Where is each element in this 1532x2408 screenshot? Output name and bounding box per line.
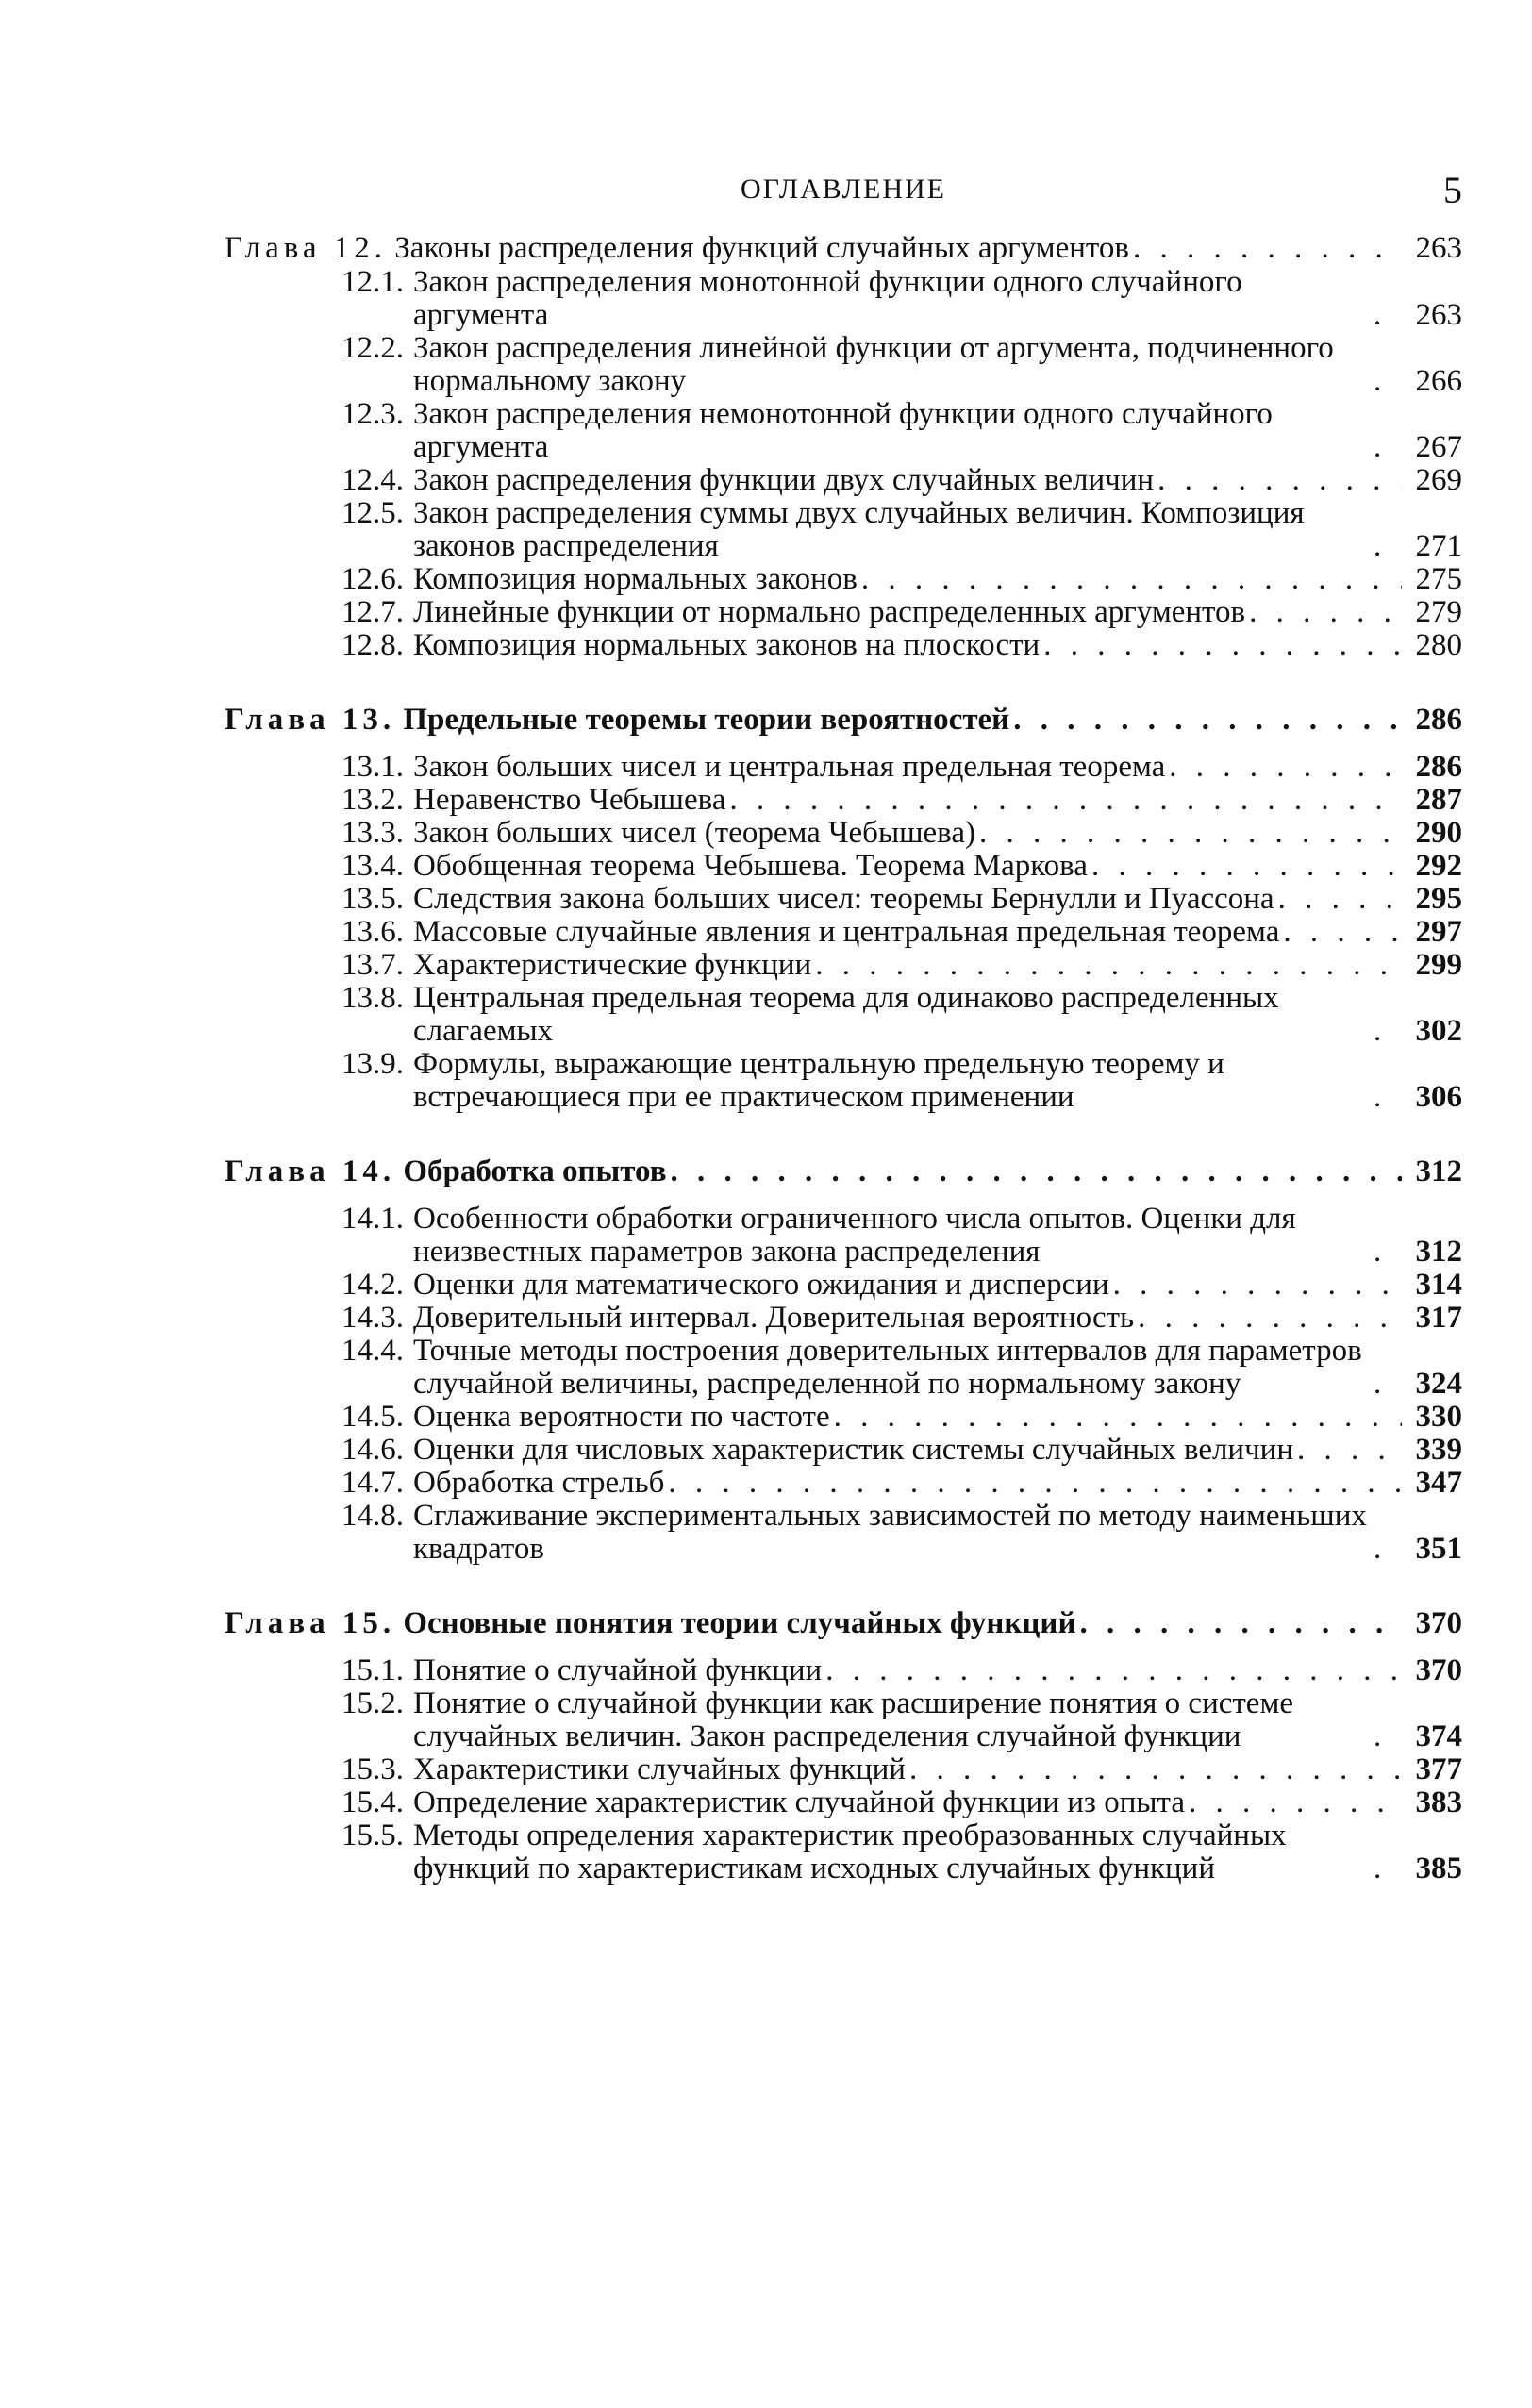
section-number: 12.6. xyxy=(341,562,404,596)
section-number: 14.5. xyxy=(341,1400,404,1434)
section-page: 317 xyxy=(1415,1301,1462,1335)
toc-entry[interactable] xyxy=(225,1302,1462,1335)
section-title: Оценки для математического ожидания и дисперсии xyxy=(413,1268,1109,1302)
dot-leader xyxy=(1009,702,1402,738)
dot-leader xyxy=(1165,751,1402,784)
dot-leader xyxy=(1370,1720,1402,1753)
section-number: 13.2. xyxy=(341,783,404,817)
section-body xyxy=(413,563,1462,596)
section-page: 287 xyxy=(1415,783,1462,817)
section-title: Обработка стрельб xyxy=(413,1466,665,1500)
toc-entry[interactable] xyxy=(225,817,1462,850)
section-body xyxy=(413,751,1462,784)
section-body xyxy=(413,949,1462,982)
dot-leader xyxy=(830,1401,1402,1434)
section-body xyxy=(413,784,1462,817)
chapter-block xyxy=(225,1154,1462,1566)
chapter-title: Обработка опытов xyxy=(403,1154,667,1188)
chapter-heading[interactable] xyxy=(225,1605,1462,1641)
section-number: 14.1. xyxy=(341,1202,404,1236)
section-page: 347 xyxy=(1415,1466,1462,1500)
section-page: 297 xyxy=(1415,915,1462,949)
toc-entry[interactable] xyxy=(225,1819,1462,1885)
chapter-block xyxy=(225,230,1462,662)
section-page: 267 xyxy=(1415,430,1462,464)
section-title: Формулы, выражающие центральную предельную теорему и встречающиеся при ее практическом применении xyxy=(413,1047,1224,1114)
section-page: 385 xyxy=(1415,1852,1462,1885)
toc-entry[interactable] xyxy=(225,497,1462,563)
toc-entry[interactable] xyxy=(225,1687,1462,1753)
section-title: Особенности обработки ограниченного числа опытов. Оценки для неизвестных параметров закона распределения xyxy=(413,1202,1296,1269)
toc-entry[interactable] xyxy=(225,751,1462,784)
section-title: Оценка вероятности по частоте xyxy=(413,1400,830,1434)
toc-entry[interactable] xyxy=(225,949,1462,982)
section-page: 263 xyxy=(1415,298,1462,332)
toc-entry[interactable] xyxy=(225,850,1462,883)
section-page: 306 xyxy=(1415,1080,1462,1114)
section-number: 12.5. xyxy=(341,496,404,530)
section-page: 330 xyxy=(1415,1400,1462,1434)
dot-leader xyxy=(1185,1786,1402,1819)
dot-leader xyxy=(1370,1533,1402,1566)
section-page: 295 xyxy=(1415,882,1462,916)
chapter-label: Глава 12. xyxy=(225,231,388,265)
dot-leader xyxy=(1040,629,1402,662)
section-number: 15.3. xyxy=(341,1752,404,1786)
section-title: Закон распределения суммы двух случайных величин. Композиция законов распределения xyxy=(413,496,1305,563)
dot-leader xyxy=(1279,916,1402,949)
section-title: Оценки для числовых характеристик системы случайных величин xyxy=(413,1433,1294,1467)
toc-entry[interactable] xyxy=(225,916,1462,949)
section-number: 13.7. xyxy=(341,948,404,982)
page-header xyxy=(225,168,1462,215)
section-body xyxy=(413,596,1462,629)
dot-leader xyxy=(1274,883,1402,916)
section-page: 302 xyxy=(1415,1014,1462,1048)
section-page: 314 xyxy=(1415,1268,1462,1302)
section-body xyxy=(413,817,1462,850)
section-number: 13.8. xyxy=(341,981,404,1015)
section-title: Центральная предельная теорема для одинаково распределенных слагаемых xyxy=(413,981,1279,1048)
chapter-heading[interactable] xyxy=(225,702,1462,738)
section-page: 286 xyxy=(1415,750,1462,784)
section-title: Неравенство Чебышева xyxy=(413,783,726,817)
spacer xyxy=(225,1189,1462,1203)
toc-entry[interactable] xyxy=(225,629,1462,662)
toc-entry[interactable] xyxy=(225,1335,1462,1401)
chapter-title: Предельные теоремы теории вероятностей xyxy=(403,703,1010,737)
chapter-label: Глава 15. xyxy=(225,1606,396,1640)
section-page: 299 xyxy=(1415,948,1462,982)
section-title: Композиция нормальных законов xyxy=(413,562,858,596)
spacer xyxy=(225,1641,1462,1654)
section-page: 377 xyxy=(1415,1752,1462,1786)
section-page: 266 xyxy=(1415,364,1462,398)
dot-leader xyxy=(1370,365,1402,398)
section-title: Точные методы построения доверительных интервалов для параметров случайной величины, распределенной по нормальному закону xyxy=(413,1334,1362,1401)
section-number: 14.4. xyxy=(341,1334,404,1368)
section-number: 15.2. xyxy=(341,1686,404,1720)
section-number: 13.3. xyxy=(341,816,404,850)
toc-entry[interactable] xyxy=(225,398,1462,464)
section-body xyxy=(413,916,1462,949)
section-title: Закон распределения линейной функции от аргумента, подчиненного нормальному закону xyxy=(413,331,1334,398)
section-body xyxy=(413,629,1462,662)
section-title: Определение характеристик случайной функции из опыта xyxy=(413,1785,1185,1819)
dot-leader xyxy=(1370,530,1402,563)
section-page: 292 xyxy=(1415,849,1462,883)
section-page: 351 xyxy=(1415,1532,1462,1566)
chapter-heading[interactable] xyxy=(225,1154,1462,1189)
dot-leader xyxy=(1088,850,1402,883)
section-title: Закон больших чисел (теорема Чебышева) xyxy=(413,816,975,850)
section-page: 374 xyxy=(1415,1719,1462,1753)
section-title: Понятие о случайной функции xyxy=(413,1653,823,1687)
section-page: 290 xyxy=(1415,816,1462,850)
section-page: 279 xyxy=(1415,595,1462,629)
section-number: 12.4. xyxy=(341,463,404,497)
toc-entry[interactable] xyxy=(225,1786,1462,1819)
chapter-page: 286 xyxy=(1415,703,1462,737)
section-body xyxy=(413,1819,1462,1885)
section-number: 12.8. xyxy=(341,628,404,662)
section-body xyxy=(413,982,1462,1048)
table-of-contents xyxy=(225,230,1462,1885)
section-number: 14.8. xyxy=(341,1499,404,1533)
chapter-heading[interactable] xyxy=(225,230,1462,266)
dot-leader xyxy=(811,949,1402,982)
section-body xyxy=(413,266,1462,332)
section-title: Закон распределения немонотонной функции одного случайного аргумента xyxy=(413,397,1273,464)
section-title: Сглаживание экспериментальных зависимостей по методу наименьших квадратов xyxy=(413,1499,1367,1566)
toc-entry[interactable] xyxy=(225,883,1462,916)
section-number: 13.6. xyxy=(341,915,404,949)
section-title: Понятие о случайной функции как расширение понятия о системе случайных величин. Закон распределения случайной функции xyxy=(413,1686,1293,1753)
dot-leader xyxy=(1129,230,1402,266)
section-number: 12.7. xyxy=(341,595,404,629)
section-body xyxy=(413,1753,1462,1786)
toc-entry[interactable] xyxy=(225,266,1462,332)
section-page: 370 xyxy=(1415,1653,1462,1687)
section-number: 13.1. xyxy=(341,750,404,784)
chapter-title: Основные понятия теории случайных функций xyxy=(403,1606,1076,1640)
section-page: 312 xyxy=(1415,1235,1462,1269)
section-body xyxy=(413,1654,1462,1687)
section-title: Методы определения характеристик преобразованных случайных функций по характеристикам исходных случайных функций xyxy=(413,1818,1287,1885)
section-page: 271 xyxy=(1415,529,1462,563)
section-body xyxy=(413,332,1462,398)
section-number: 14.3. xyxy=(341,1301,404,1335)
section-body xyxy=(413,1467,1462,1500)
section-body xyxy=(413,1335,1462,1401)
section-number: 14.2. xyxy=(341,1268,404,1302)
section-body xyxy=(413,883,1462,916)
running-title: ОГЛАВЛЕНИЕ xyxy=(741,174,946,205)
section-body xyxy=(413,1500,1462,1566)
section-body xyxy=(413,1302,1462,1335)
toc-entry[interactable] xyxy=(225,1203,1462,1269)
section-title: Закон распределения функции двух случайных величин xyxy=(413,463,1155,497)
dot-leader xyxy=(667,1154,1402,1189)
section-title: Доверительный интервал. Доверительная вероятность xyxy=(413,1301,1135,1335)
section-page: 275 xyxy=(1415,562,1462,596)
section-number: 14.7. xyxy=(341,1466,404,1500)
dot-leader xyxy=(1109,1269,1402,1302)
section-body xyxy=(413,1048,1462,1114)
toc-entry[interactable] xyxy=(225,982,1462,1048)
section-number: 14.6. xyxy=(341,1433,404,1467)
section-body xyxy=(413,1269,1462,1302)
dot-leader xyxy=(1245,596,1402,629)
section-number: 15.1. xyxy=(341,1653,404,1687)
section-number: 12.1. xyxy=(341,265,404,299)
section-title: Массовые случайные явления и центральная предельная теорема xyxy=(413,915,1280,949)
dot-leader xyxy=(1370,299,1402,332)
dot-leader xyxy=(858,563,1402,596)
dot-leader xyxy=(725,784,1402,817)
toc-entry[interactable] xyxy=(225,1434,1462,1467)
section-page: 269 xyxy=(1415,463,1462,497)
chapter-label: Глава 13. xyxy=(225,703,396,737)
spacer xyxy=(225,738,1462,751)
toc-entry[interactable] xyxy=(225,1467,1462,1500)
section-number: 13.5. xyxy=(341,882,404,916)
toc-entry[interactable] xyxy=(225,1269,1462,1302)
toc-entry[interactable] xyxy=(225,1048,1462,1114)
toc-entry[interactable] xyxy=(225,563,1462,596)
toc-entry[interactable] xyxy=(225,332,1462,398)
dot-leader xyxy=(1370,1368,1402,1401)
page-number: 5 xyxy=(1443,169,1462,211)
chapter-page: 370 xyxy=(1415,1606,1462,1640)
dot-leader xyxy=(1134,1302,1402,1335)
section-number: 12.2. xyxy=(341,331,404,365)
section-number: 13.9. xyxy=(341,1047,404,1081)
dot-leader xyxy=(664,1467,1402,1500)
section-title: Характеристики случайных функций xyxy=(413,1752,906,1786)
section-title: Обобщенная теорема Чебышева. Теорема Маркова xyxy=(413,849,1088,883)
dot-leader xyxy=(1154,464,1402,497)
toc-entry[interactable] xyxy=(225,464,1462,497)
section-body xyxy=(413,464,1462,497)
section-body xyxy=(413,398,1462,464)
dot-leader xyxy=(906,1753,1402,1786)
section-number: 15.5. xyxy=(341,1818,404,1852)
section-number: 12.3. xyxy=(341,397,404,431)
section-body xyxy=(413,1203,1462,1269)
dot-leader xyxy=(975,817,1402,850)
dot-leader xyxy=(1370,431,1402,464)
section-number: 13.4. xyxy=(341,849,404,883)
dot-leader xyxy=(822,1654,1402,1687)
toc-entry[interactable] xyxy=(225,1654,1462,1687)
section-body xyxy=(413,1401,1462,1434)
section-page: 339 xyxy=(1415,1433,1462,1467)
chapter-block xyxy=(225,1605,1462,1885)
toc-entry[interactable] xyxy=(225,596,1462,629)
section-title: Закон больших чисел и центральная предельная теорема xyxy=(413,750,1166,784)
section-body xyxy=(413,1434,1462,1467)
section-title: Следствия закона больших чисел: теоремы Бернулли и Пуассона xyxy=(413,882,1274,916)
toc-entry[interactable] xyxy=(225,1753,1462,1786)
section-title: Композиция нормальных законов на плоскости xyxy=(413,628,1041,662)
section-page: 383 xyxy=(1415,1785,1462,1819)
toc-entry[interactable] xyxy=(225,1500,1462,1566)
dot-leader xyxy=(1075,1605,1402,1641)
chapter-page: 263 xyxy=(1415,231,1462,265)
chapter-label: Глава 14. xyxy=(225,1154,396,1188)
chapter-page: 312 xyxy=(1415,1154,1462,1188)
chapter-title: Законы распределения функций случайных аргументов xyxy=(394,231,1129,265)
section-title: Характеристические функции xyxy=(413,948,812,982)
section-body xyxy=(413,1786,1462,1819)
toc-entry[interactable] xyxy=(225,784,1462,817)
section-title: Закон распределения монотонной функции одного случайного аргумента xyxy=(413,265,1242,332)
dot-leader xyxy=(1370,1081,1402,1114)
section-title: Линейные функции от нормально распределенных аргументов xyxy=(413,595,1246,629)
dot-leader xyxy=(1370,1236,1402,1269)
section-number: 15.4. xyxy=(341,1785,404,1819)
chapter-block xyxy=(225,702,1462,1114)
dot-leader xyxy=(1293,1434,1402,1467)
section-page: 280 xyxy=(1415,628,1462,662)
toc-entry[interactable] xyxy=(225,1401,1462,1434)
dot-leader xyxy=(1370,1852,1402,1885)
dot-leader xyxy=(1370,1015,1402,1048)
section-body xyxy=(413,1687,1462,1753)
section-body xyxy=(413,497,1462,563)
section-page: 324 xyxy=(1415,1367,1462,1401)
section-body xyxy=(413,850,1462,883)
